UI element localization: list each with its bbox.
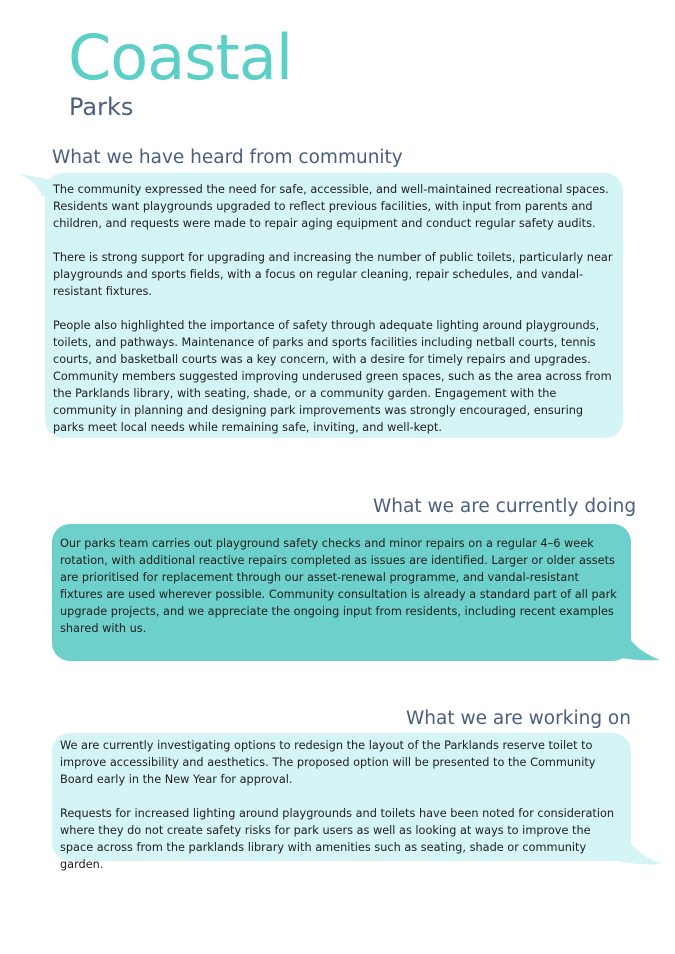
paragraph: There is strong support for upgrading and increasing the number of public toilets, particularly near playgrounds and sports fields, with a focus on regular cleaning, repair schedules, and vandal-resistant fixtures. bbox=[53, 251, 613, 298]
page-subtitle: Parks bbox=[69, 93, 134, 121]
section-heading-heard: What we have heard from community bbox=[52, 147, 403, 168]
section-heading-working: What we are working on bbox=[406, 708, 631, 729]
paragraph: We are currently investigating options to redesign the layout of the Parklands reserve toilet to improve accessibility and aesthetics. The proposed option will be presented to the Community Board early in the New Year for approval. bbox=[60, 739, 596, 786]
page-title: Coastal bbox=[68, 21, 293, 94]
paragraph: The community expressed the need for safe, accessible, and well-maintained recreational spaces. Residents want playgrounds upgraded to reflect previous facilities, with input from parents and children, and requests were made to repair aging equipment and conduct regular safety audits. bbox=[53, 183, 609, 230]
paragraph: People also highlighted the importance of safety through adequate lighting around playgrounds, toilets, and pathways. Maintenance of parks and sports facilities including netball courts, tennis courts, and basketball courts was a key concern, with a desire for timely repairs and upgrades. Community members suggested improving underused green spaces, such as the area across from the Parklands library, with seating, shade, or a community garden. Engagement with the community in planning and designing park improvements was strongly encouraged, ensuring parks meet local needs while remaining safe, inviting, and well-kept. bbox=[53, 319, 612, 434]
paragraph: Our parks team carries out playground safety checks and minor repairs on a regular 4–6 week rotation, with additional reactive repairs completed as issues are identified. Larger or older assets are prioritised for replacement through our asset-renewal programme, and vandal-resistant fixtures are used wherever possible. Community consultation is already a standard part of all park upgrade projects, and we appreciate the ongoing input from residents, including recent examples shared with us. bbox=[60, 537, 617, 635]
section-heading-doing: What we are currently doing bbox=[373, 496, 637, 517]
paragraph: Requests for increased lighting around playgrounds and toilets have been noted for consideration where they do not create safety risks for park users as well as looking at ways to improve the space across from the parklands library with amenities such as seating, shade or community garden. bbox=[60, 807, 615, 871]
